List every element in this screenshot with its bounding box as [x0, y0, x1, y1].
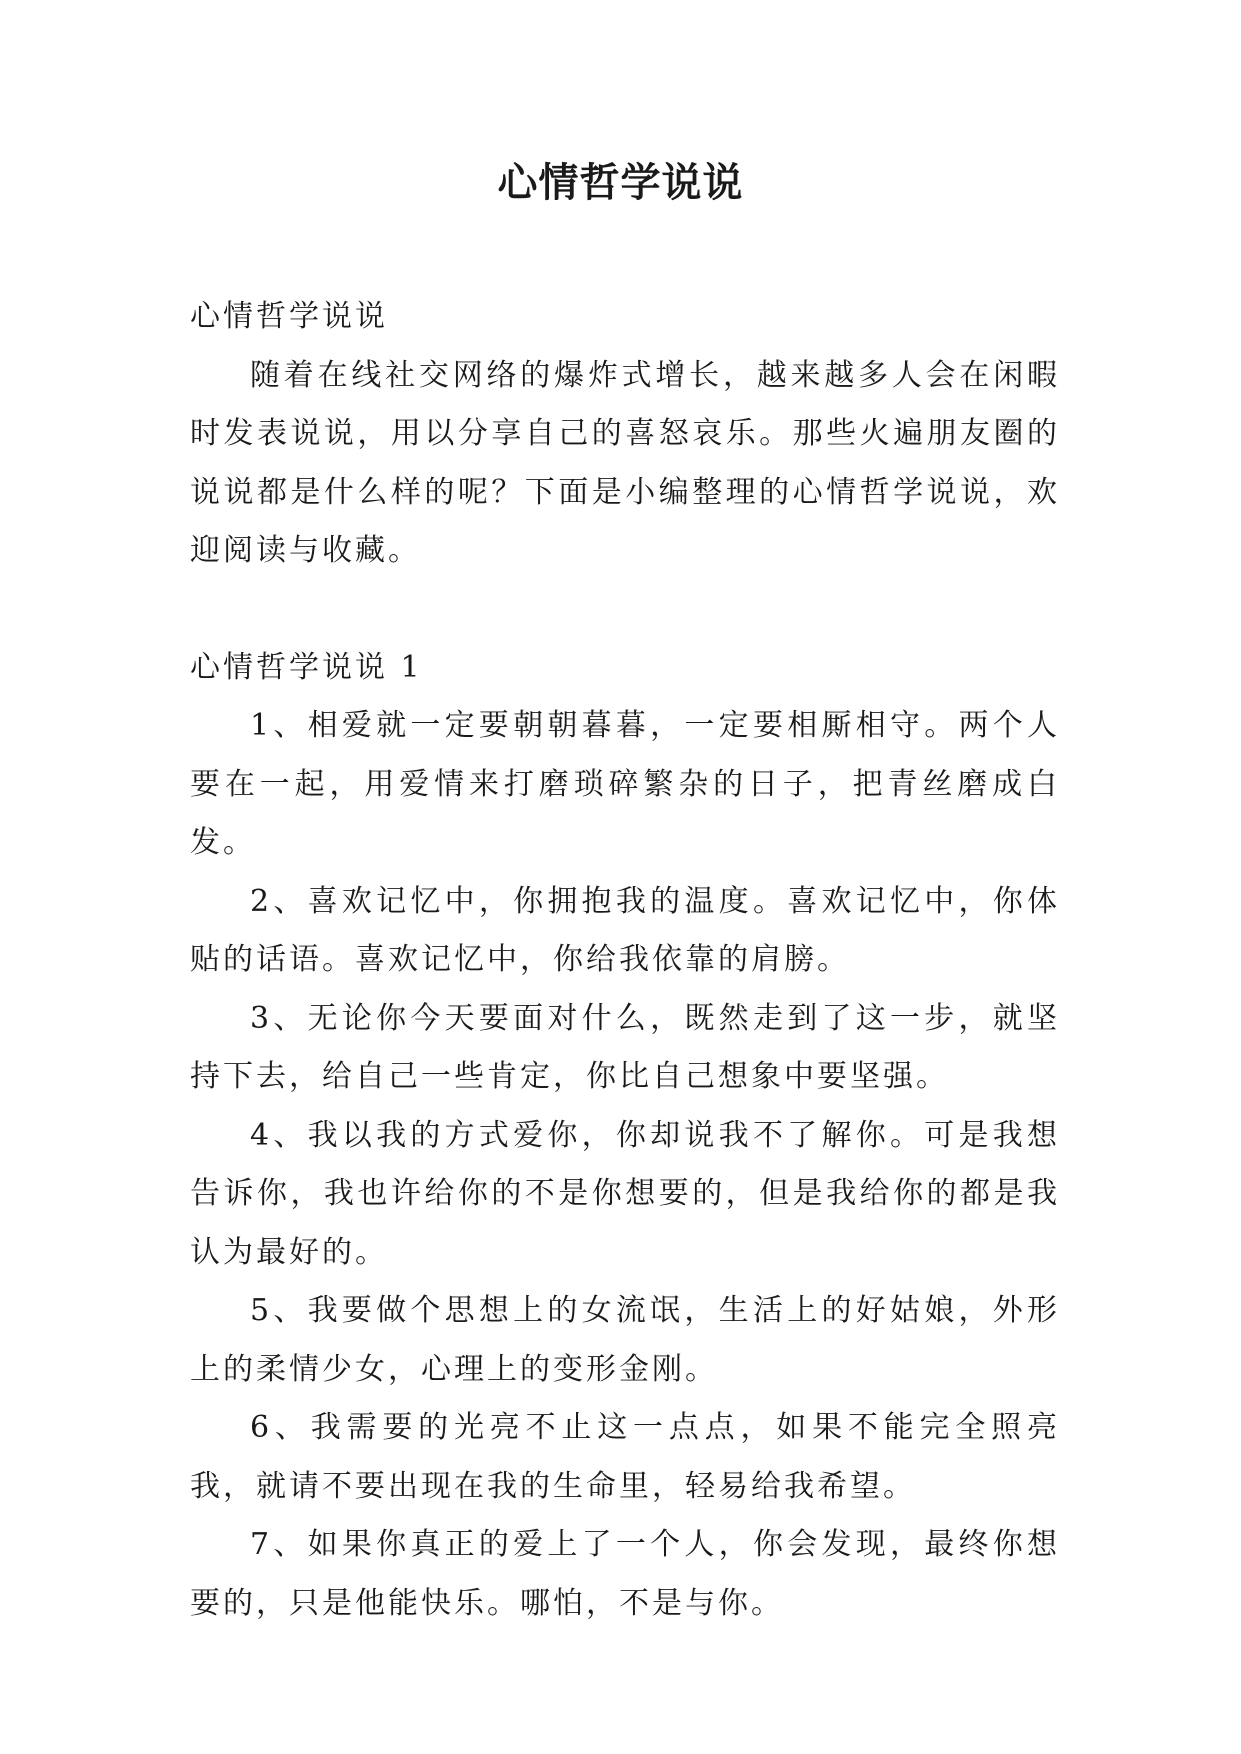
intro-heading: 心情哲学说说	[190, 299, 388, 334]
list-item: 5、我要做个思想上的女流氓，生活上的好姑娘，外形上的柔情少女，心理上的变形金刚。	[190, 1293, 1060, 1387]
document-title: 心情哲学说说	[497, 159, 744, 206]
section-heading: 心情哲学说说 1	[190, 649, 423, 685]
list-item: 3、无论你今天要面对什么，既然走到了这一步，就坚持下去，给自己一些肯定，你比自己想象中要坚强。	[190, 1000, 1060, 1094]
list-item: 1、相爱就一定要朝朝暮暮，一定要相厮相守。两个人要在一起，用爱情来打磨琐碎繁杂的日子，把青丝磨成白发。	[190, 708, 1060, 860]
intro-paragraph: 随着在线社交网络的爆炸式增长，越来越多人会在闲暇时发表说说，用以分享自己的喜怒哀乐。那些火遍朋友圈的说说都是什么样的呢？下面是小编整理的心情哲学说说，欢迎阅读与收藏。	[190, 357, 1060, 568]
section-spacer	[190, 581, 1060, 639]
list-item: 2、喜欢记忆中，你拥抱我的温度。喜欢记忆中，你体贴的话语。喜欢记忆中，你给我依靠的肩膀。	[190, 883, 1060, 977]
list-item: 4、我以我的方式爱你，你却说我不了解你。可是我想告诉你，我也许给你的不是你想要的，但是我给你的都是我认为最好的。	[190, 1117, 1060, 1270]
list-item: 7、如果你真正的爱上了一个人，你会发现，最终你想要的，只是他能快乐。哪怕，不是与你。	[190, 1527, 1060, 1621]
list-item: 6、我需要的光亮不止这一点点，如果不能完全照亮我，就请不要出现在我的生命里，轻易给我希望。	[190, 1410, 1060, 1504]
document-body	[190, 288, 1060, 1633]
